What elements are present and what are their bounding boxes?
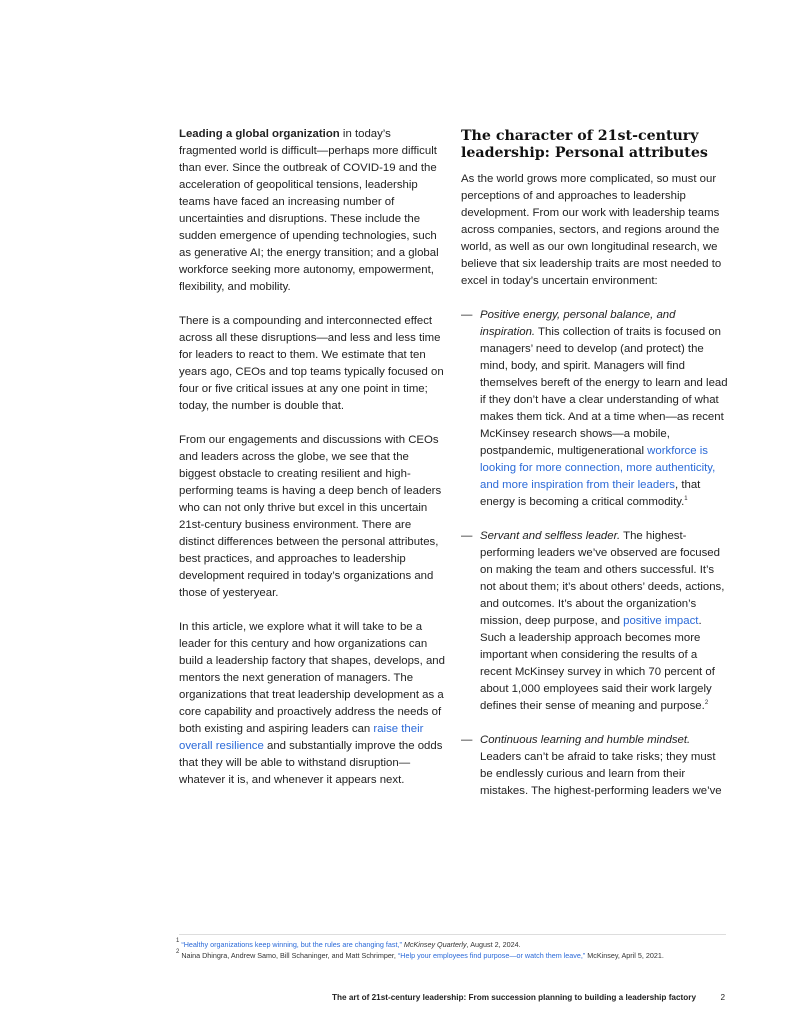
page-number: 2 — [720, 993, 725, 1002]
bullet-dash: — — [461, 734, 473, 746]
trait-text: Leaders can’t be afraid to take risks; they must be endlessly curious and learn from their mistakes. The highest-performing leaders we’ve — [480, 751, 722, 797]
left-column — [179, 126, 446, 806]
list-item — [461, 528, 729, 715]
trait-text: This collection of traits is focused on managers’ need to develop (and protect) the mind, body, and spirit. Managers will find themselves bereft of the energy to learn and lead if they don’t have a clear understanding of what makes them tick. And at a time when—as recent McKinsey research shows—a mobile, postpandemic, multigenerational — [480, 326, 728, 457]
bullet-body — [480, 307, 729, 511]
bullet-dash: — — [461, 530, 473, 542]
footnote-1 — [176, 939, 736, 950]
footnote-2 — [176, 950, 736, 961]
footnote-ref-2[interactable]: 2 — [704, 700, 709, 706]
bullet-body — [480, 528, 729, 715]
footnote-2-link[interactable]: “Help your employees find purpose—or watch them leave,” — [397, 951, 586, 960]
paragraph-intro — [179, 126, 446, 296]
raise-resilience-link[interactable]: raise their overall resilience — [179, 723, 424, 752]
right-column — [461, 126, 729, 817]
section-intro: As the world grows more complicated, so must our perceptions of and approaches to leadership development. From our work with leadership teams across companies, sectors, and regions around the world, as well as our own longitudinal research, we believe that six leadership traits are most needed to excel in today’s uncertain environment: — [461, 173, 722, 287]
footnote-number: 2 — [176, 949, 180, 955]
footnote-divider — [179, 934, 726, 935]
footnote-2-source: McKinsey, April 5, 2021. — [585, 951, 664, 960]
footer-title: The art of 21st-century leadership: From succession planning to building a leadership factory — [332, 993, 696, 1002]
footnote-1-date: , August 2, 2024. — [466, 940, 521, 949]
trait-title: Positive energy, personal balance, and inspiration. — [480, 309, 676, 338]
paragraph-intro-text: in today’s fragmented world is difficult—perhaps more difficult than ever. Since the outbreak of COVID-19 and the acceleration of geopolitical tensions, leadership teams have faced an increasing number of uncertainties and disruptions. These include the sudden emergence of upending technologies, such as generative AI; the energy transition; and a global workforce seeking more autonomy, empowerment, flexibility, and mobility. — [179, 128, 439, 293]
footnote-1-link[interactable]: “Healthy organizations keep winning, but the rules are changing fast,” — [181, 940, 402, 949]
footnote-2-authors: Naina Dhingra, Andrew Samo, Bill Schaninger, and Matt Schrimper, — [181, 951, 398, 960]
positive-impact-link[interactable]: positive impact — [623, 615, 699, 627]
lead-in: Leading a global organization — [179, 128, 340, 140]
footnote-ref-1[interactable]: 1 — [684, 496, 688, 502]
trait-title: Servant and selfless leader. — [480, 530, 621, 542]
paragraph-obstacle: From our engagements and discussions with CEOs and leaders across the globe, we see that the biggest obstacle to creating resilient and high-performing teams is having a deep bench of leaders who can not only thrive but excel in this uncertain 21st-century business environment. There are distinct differences between the personal attributes, best practices, and approaches to leadership development required in today’s organizations and those of yesteryear. — [179, 434, 442, 599]
footnotes — [176, 939, 736, 961]
paragraph-article-scope — [179, 619, 446, 789]
trait-text-after: , that energy is becoming a critical commodity. — [480, 479, 701, 508]
paragraph-disruptions: There is a compounding and interconnected effect across all these disruptions—and less and less time for leaders to react to them. We estimate that ten years ago, CEOs and top teams typically focused on four or five critical issues at any one point in time; today, the number is double that. — [179, 315, 444, 412]
scope-text-before: In this article, we explore what it will take to be a leader for this century and how organizations can build a leadership factory that shapes, develops, and mentors the next generation of managers. The organizations that treat leadership development as a core capability and proactively address the needs of both existing and aspiring leaders can — [179, 621, 445, 735]
list-item — [461, 732, 729, 800]
bullet-body — [480, 732, 729, 800]
workforce-connection-link[interactable]: workforce is looking for more connection, more authenticity, and more inspiration from their leaders — [480, 445, 716, 491]
bullet-dash: — — [461, 309, 473, 321]
trait-text: The highest-performing leaders we’ve observed are focused on making the team and others successful. It’s not about them; it’s about others’ deeds, actions, and outcomes. It’s about the organization’s mission, deep purpose, and — [480, 530, 725, 627]
trait-text-after: . Such a leadership approach becomes more important when considering the results of a recent McKinsey survey in which 70 percent of about 1,000 employees said their work largely defines their sense of meaning and purpose. — [480, 615, 715, 712]
trait-title: Continuous learning and humble mindset. — [480, 734, 691, 746]
list-item — [461, 307, 729, 511]
scope-text-after: and substantially improve the odds that they will be able to withstand disruption—whatever it is, and whenever it appears next. — [179, 740, 443, 786]
footnote-journal: McKinsey Quarterly — [403, 940, 467, 949]
page-footer — [0, 993, 791, 1007]
section-heading: The character of 21st-century leadership: Personal attributes — [461, 128, 708, 161]
footnote-number: 1 — [176, 938, 180, 944]
